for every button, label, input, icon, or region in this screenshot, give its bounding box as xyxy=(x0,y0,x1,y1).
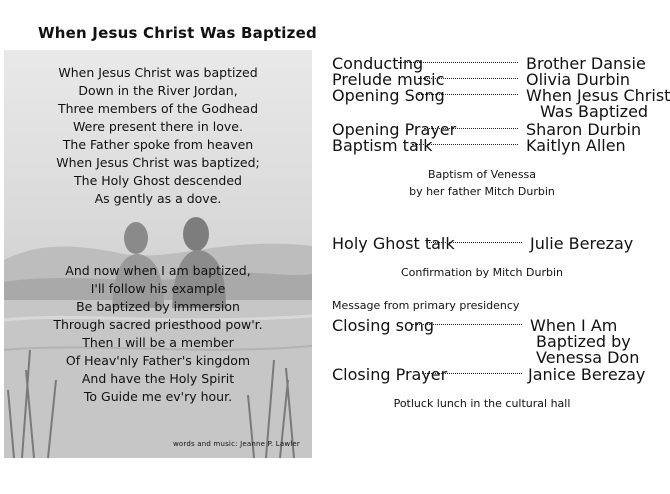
program-name: When I Am xyxy=(530,316,618,335)
dot-leader xyxy=(426,242,522,243)
program-name: Kaitlyn Allen xyxy=(526,136,626,155)
dot-leader xyxy=(418,94,518,95)
poem-verse-1 xyxy=(4,64,312,208)
verse-line: Through sacred priesthood pow'r. xyxy=(53,317,263,332)
verse-line: The Father spoke from heaven xyxy=(62,137,254,152)
program-label: Opening Song xyxy=(332,86,445,105)
verse-line: And now when I am baptized, xyxy=(65,263,251,278)
verse-line: Three members of the Godhead xyxy=(57,101,259,116)
verse-line: When Jesus Christ was baptized; xyxy=(56,155,260,170)
verse-line: The Holy Ghost descended xyxy=(74,173,242,188)
program-row-opening-song xyxy=(332,86,670,105)
poem-panel xyxy=(4,50,312,458)
dot-leader xyxy=(412,144,518,145)
program-name: Julie Berezay xyxy=(530,234,634,253)
baptism-line-2: by her father Mitch Durbin xyxy=(409,185,555,198)
program-row-closing-song xyxy=(332,316,632,335)
verse-line: Were present there in love. xyxy=(73,119,243,134)
dot-leader xyxy=(412,324,522,325)
verse-line: To Guide me ev'ry hour. xyxy=(83,389,233,404)
verse-line: When Jesus Christ was baptized xyxy=(58,65,258,80)
verse-line: Down in the River Jordan, xyxy=(78,83,238,98)
program-name-continued: Baptized by xyxy=(536,332,631,351)
program-row-opening-song-cont xyxy=(332,102,649,121)
program-row-opening-prayer xyxy=(332,120,642,139)
program-label: Baptism talk xyxy=(332,136,433,155)
song-credits: words and music: Jeanne P. Lawler xyxy=(172,440,300,448)
program-name-continued: Venessa Don xyxy=(536,348,640,367)
page-title: When Jesus Christ Was Baptized xyxy=(38,24,317,42)
potluck-line: Potluck lunch in the cultural hall xyxy=(393,397,571,410)
dot-leader xyxy=(418,78,518,79)
dot-leader xyxy=(424,128,518,129)
program-name: Olivia Durbin xyxy=(526,70,631,89)
program-label: Opening Prayer xyxy=(332,120,457,139)
program-label: Conducting xyxy=(332,54,424,73)
verse-line: I'll follow his example xyxy=(90,281,226,296)
poem-verse-2 xyxy=(4,262,312,406)
verse-line: Of Heav'nly Father's kingdom xyxy=(65,353,251,368)
program-label: Holy Ghost talk xyxy=(332,234,455,253)
program-row-closing-song-cont xyxy=(332,332,632,351)
primary-message-line: Message from primary presidency xyxy=(332,299,520,312)
program-name: Sharon Durbin xyxy=(526,120,642,139)
program-label: Closing Prayer xyxy=(332,365,448,384)
program-row-closing-prayer xyxy=(332,365,646,384)
program-row-holy-ghost-talk xyxy=(332,234,634,253)
dot-leader xyxy=(398,62,518,63)
dot-leader xyxy=(422,373,522,374)
program-row-closing-song-cont2 xyxy=(332,348,640,367)
program-name-continued: Was Baptized xyxy=(540,102,649,121)
verse-line: Then I will be a member xyxy=(82,335,234,350)
program-row-conducting xyxy=(332,54,646,73)
program-row-prelude xyxy=(332,70,632,89)
program-label: Closing song xyxy=(332,316,434,335)
program-row-baptism-talk xyxy=(332,136,632,155)
program-label: Prelude music xyxy=(332,70,445,89)
program-name: Brother Dansie xyxy=(526,54,646,73)
verse-line: As gently as a dove. xyxy=(94,191,222,206)
confirmation-line: Confirmation by Mitch Durbin xyxy=(400,266,563,279)
program-name: Janice Berezay xyxy=(528,365,646,384)
program-name: When Jesus Christ xyxy=(526,86,670,105)
verse-line: Be baptized by immersion xyxy=(76,299,240,314)
verse-line: And have the Holy Spirit xyxy=(81,371,235,386)
baptism-line-1: Baptism of Venessa xyxy=(427,168,537,181)
